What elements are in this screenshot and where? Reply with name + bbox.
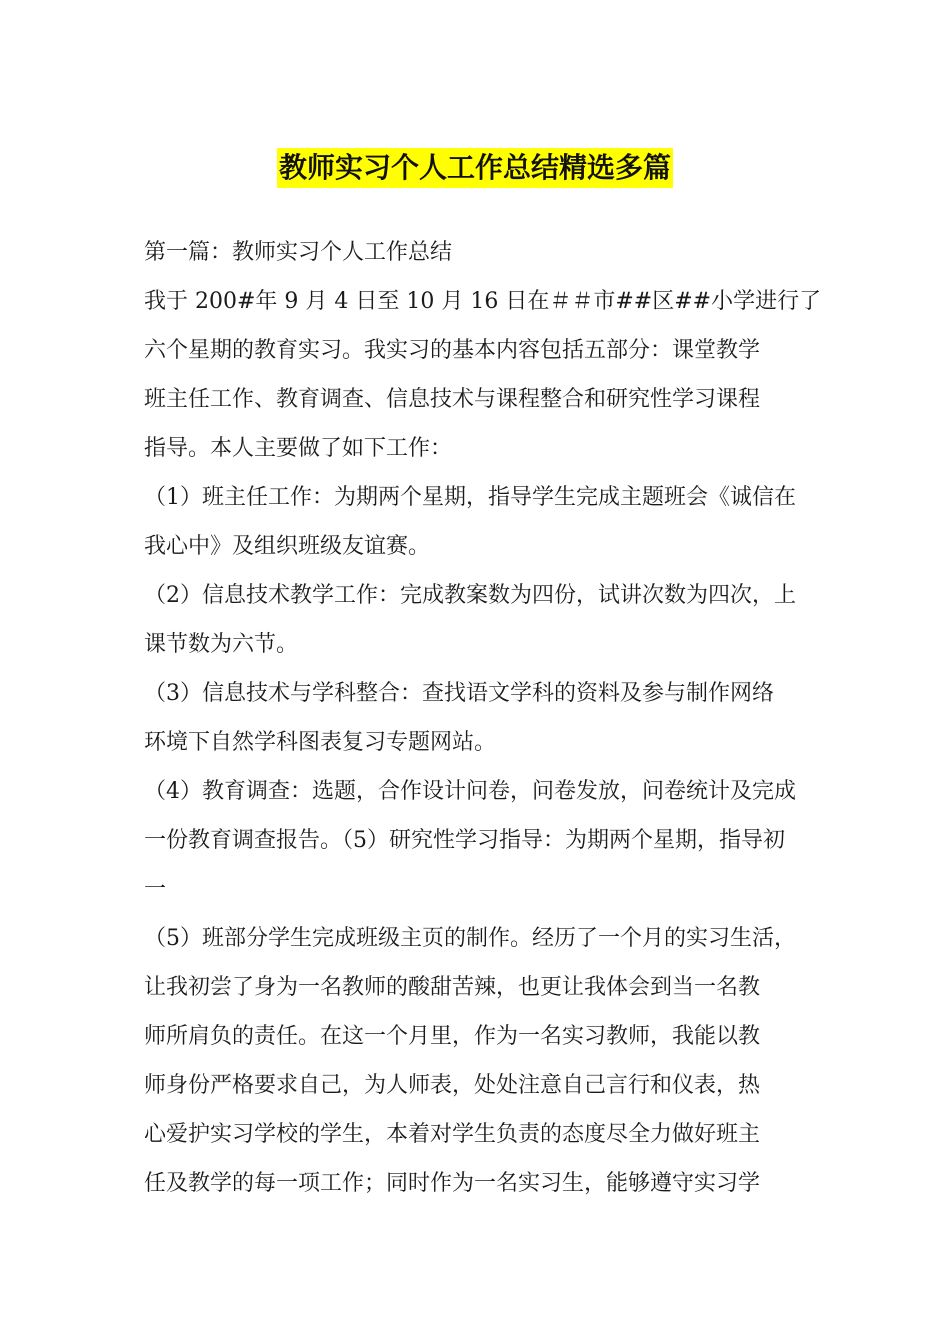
text-line: 一 [144, 877, 167, 902]
text-line: 环境下自然学科图表复习专题网站。 [144, 730, 497, 755]
text-line: （4）教育调查：选题，合作设计问卷，问卷发放，问卷统计及完成 [144, 779, 796, 804]
text-line: 任及教学的每一项工作；同时作为一名实习生，能够遵守实习学 [144, 1171, 761, 1196]
text-line: （2）信息技术教学工作：完成教案数为四份，试讲次数为四次，上 [144, 583, 796, 608]
document-body [144, 228, 822, 1208]
title-container [0, 148, 950, 188]
text-line: 一份教育调查报告。（5）研究性学习指导：为期两个星期，指导初 [144, 828, 785, 853]
text-line: （1）班主任工作：为期两个星期，指导学生完成主题班会《诚信在 [144, 485, 796, 510]
text-line: 师所肩负的责任。在这一个月里，作为一名实习教师，我能以教 [144, 1024, 761, 1049]
text-line: 师身份严格要求自己，为人师表，处处注意自己言行和仪表，热 [144, 1073, 761, 1098]
text-line: 心爱护实习学校的学生，本着对学生负责的态度尽全力做好班主 [144, 1122, 761, 1147]
text-line: （3）信息技术与学科整合：查找语文学科的资料及参与制作网络 [144, 681, 774, 706]
text-line: 指导。本人主要做了如下工作： [144, 436, 453, 461]
document-title: 教师实习个人工作总结精选多篇 [277, 148, 673, 188]
text-line: （5）班部分学生完成班级主页的制作。经历了一个月的实习生活， [144, 926, 796, 951]
text-line: 我于 200#年 9 月 4 日至 10 月 16 日在＃＃市##区##小学进行了 [144, 289, 822, 314]
text-line: 班主任工作、教育调查、信息技术与课程整合和研究性学习课程 [144, 387, 761, 412]
text-line: 六个星期的教育实习。我实习的基本内容包括五部分：课堂教学 [144, 338, 761, 363]
text-line: 课节数为六节。 [144, 632, 299, 657]
text-line: 第一篇：教师实习个人工作总结 [144, 240, 453, 265]
text-line: 我心中》及组织班级友谊赛。 [144, 534, 431, 559]
text-line: 让我初尝了身为一名教师的酸甜苦辣，也更让我体会到当一名教 [144, 975, 761, 1000]
